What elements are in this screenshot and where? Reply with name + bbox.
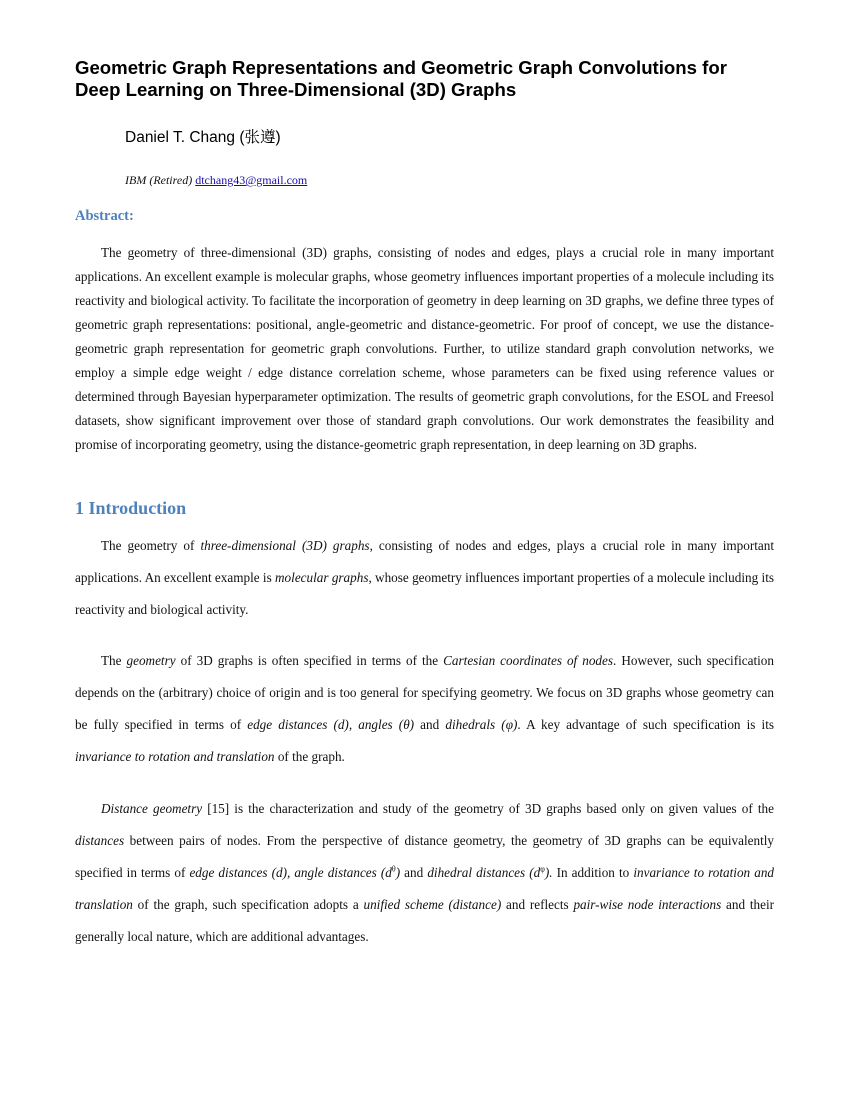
intro-p1-emph: three-dimensional (3D) graphs xyxy=(200,538,370,553)
intro-p3-superscript: φ xyxy=(540,864,545,874)
intro-paragraph-2 xyxy=(75,645,774,773)
intro-p3-emph: ). xyxy=(544,865,553,880)
intro-p2-text: and xyxy=(414,717,446,732)
intro-p2-emph: dihedrals (φ) xyxy=(445,717,518,732)
intro-p2-text: . A key advantage of such specification is its xyxy=(517,717,775,732)
intro-p3-text: [15] is the characterization and study of the geometry of 3D graphs based only on given values of the xyxy=(202,801,774,816)
author-name: Daniel T. Chang (张遵) xyxy=(125,129,281,146)
author-affiliation xyxy=(125,172,307,188)
intro-p3-emph: ) xyxy=(395,865,401,880)
intro-paragraph-3 xyxy=(75,793,774,953)
abstract-text: The geometry of three-dimensional (3D) graphs, consisting of nodes and edges, plays a crucial role in many important applications. An excellent example is molecular graphs, whose geometry influences important properties of a molecule including its reactivity and biological activity. To facilitate the incorporation of geometry in deep learning on 3D graphs, we define three types of geometric graph representations: positional, angle-geometric and distance-geometric. For proof of concept, we use the distance-geometric graph representation for geometric graph convolutions. Further, to utilize standard graph convolution networks, we employ a simple edge weight / edge distance correlation scheme, whose parameters can be fixed using reference values or determined through Bayesian hyperparameter optimization. The results of geometric graph convolutions, for the ESOL and Freesol datasets, show significant improvement over those of standard graph convolutions. Our work demonstrates the feasibility and promise of incorporating geometry, using the distance-geometric graph representation, in deep learning on 3D graphs. xyxy=(75,245,774,452)
intro-p3-text: and reflects xyxy=(501,897,574,912)
introduction-heading: 1 Introduction xyxy=(75,498,187,518)
intro-p3-text: of the graph, such specification adopts a xyxy=(132,897,364,912)
intro-p2-text: The xyxy=(101,653,127,668)
abstract-heading: Abstract: xyxy=(75,208,134,224)
intro-p3-emph: pair-wise node interactions xyxy=(573,897,722,912)
intro-p2-emph: edge distances (d), angles (θ) xyxy=(247,717,415,732)
intro-p3-text: In addition to xyxy=(552,865,634,880)
intro-p3-emph: dihedral distances (d xyxy=(427,865,541,880)
intro-p2-text: of 3D graphs is often specified in terms of the xyxy=(175,653,444,668)
intro-p2-text: of the graph. xyxy=(274,749,345,764)
intro-p2-text: . However, such specification depends on the (arbitrary) choice of origin and is too general for specifying geometry. We focus on 3D graphs whose geometry can be fully specified in terms of xyxy=(75,653,774,732)
intro-p3-emph: unified scheme (distance) xyxy=(363,897,502,912)
author-email-link[interactable]: dtchang43@gmail.com xyxy=(195,173,308,187)
intro-p2-emph: geometry xyxy=(126,653,176,668)
intro-p3-text: between pairs of nodes. From the perspective of distance geometry, the geometry of 3D graphs can be equivalently specified in terms of xyxy=(75,833,774,880)
intro-p2-emph: invariance to rotation and translation xyxy=(75,749,275,764)
intro-p3-emph: edge distances (d), angle distances (d xyxy=(189,865,392,880)
intro-p3-superscript: θ xyxy=(391,864,396,874)
intro-p2-emph: Cartesian coordinates of nodes xyxy=(443,653,614,668)
intro-p1-text: , consisting of nodes and edges, plays a crucial role in many important applications. An excellent example is xyxy=(75,538,774,585)
intro-p1-text: , whose geometry influences important properties of a molecule including its reactivity and biological activity. xyxy=(75,570,774,617)
affiliation-org: IBM (Retired) xyxy=(125,173,193,187)
intro-p3-emph: distances xyxy=(75,833,125,848)
paper-title: Geometric Graph Representations and Geometric Graph Convolutions for Deep Learning on Three-Dimensional (3D) Graphs xyxy=(75,57,727,100)
intro-p1-emph: molecular graphs xyxy=(275,570,369,585)
intro-p3-text: and xyxy=(400,865,428,880)
intro-paragraph-1 xyxy=(75,530,774,626)
intro-p1-text: The geometry of xyxy=(101,538,201,553)
intro-p3-emph: Distance geometry xyxy=(101,801,203,816)
intro-p3-emph: invariance to rotation and translation xyxy=(75,865,775,912)
intro-p3-text: and their generally local nature, which are additional advantages. xyxy=(75,897,775,944)
